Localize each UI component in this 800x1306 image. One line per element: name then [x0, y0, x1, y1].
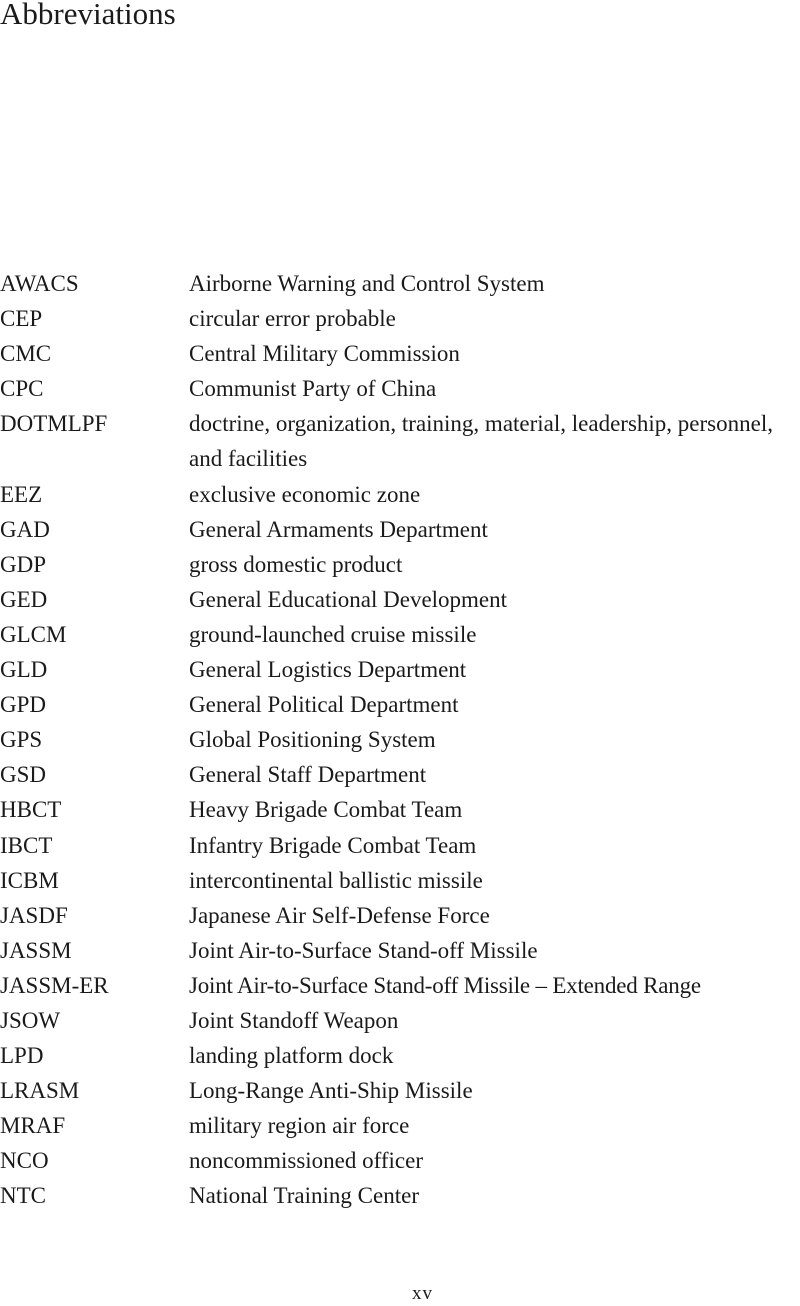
abbreviation-list [0, 266, 800, 1214]
abbreviation-term: JSOW [0, 1007, 61, 1033]
abbreviation-term: JASSM-ER [0, 972, 109, 998]
abbreviation-definition: doctrine, organization, training, material, leadership, personnel, and facilities [189, 411, 773, 472]
abbreviation-definition: Central Military Commission [189, 341, 460, 367]
abbreviation-term: ICBM [0, 867, 59, 893]
abbreviation-term: NCO [0, 1148, 49, 1174]
abbreviation-entry [0, 652, 800, 687]
abbreviation-definition: General Political Department [189, 692, 459, 718]
abbreviation-entry [0, 898, 800, 933]
abbreviation-definition: Communist Party of China [189, 376, 437, 402]
abbreviation-entry [0, 722, 800, 757]
abbreviation-term: GDP [0, 551, 47, 577]
abbreviation-definition: Infantry Brigade Combat Team [189, 832, 477, 858]
abbreviation-entry [0, 336, 800, 371]
abbreviation-term: NTC [0, 1183, 46, 1209]
abbreviation-term: LRASM [0, 1078, 80, 1104]
abbreviation-entry [0, 933, 800, 968]
abbreviation-entry [0, 1143, 800, 1178]
abbreviation-term: CPC [0, 376, 44, 402]
abbreviation-term: LPD [0, 1043, 44, 1069]
abbreviation-definition: Airborne Warning and Control System [189, 271, 545, 296]
abbreviation-term: CMC [0, 341, 52, 367]
abbreviation-definition: General Staff Department [189, 762, 427, 788]
abbreviation-entry [0, 792, 800, 827]
abbreviation-entry [0, 757, 800, 792]
abbreviation-term: MRAF [0, 1113, 66, 1139]
abbreviation-definition: noncommissioned officer [189, 1148, 423, 1174]
abbreviation-definition: Japanese Air Self-Defense Force [189, 902, 490, 928]
abbreviation-definition: General Educational Development [189, 586, 508, 612]
abbreviation-term: GED [0, 586, 48, 612]
abbreviation-entry [0, 512, 800, 547]
abbreviation-entry [0, 1073, 800, 1108]
abbreviation-term: GPS [0, 727, 43, 753]
abbreviation-entry [0, 1178, 800, 1213]
abbreviation-term: GLCM [0, 621, 67, 647]
abbreviation-term: IBCT [0, 832, 53, 858]
abbreviation-term: GAD [0, 516, 50, 542]
abbreviation-term: JASSM [0, 937, 72, 963]
abbreviation-definition: National Training Center [189, 1183, 419, 1209]
abbreviation-definition: circular error probable [189, 306, 396, 332]
abbreviation-entry [0, 863, 800, 898]
abbreviation-definition: General Armaments Department [189, 516, 488, 542]
abbreviation-entry [0, 371, 800, 406]
abbreviation-term: AWACS [0, 271, 79, 296]
abbreviation-term: EEZ [0, 481, 43, 507]
abbreviation-term: DOTMLPF [0, 411, 108, 437]
page-title: Abbreviations [0, 0, 176, 31]
abbreviation-entry [0, 828, 800, 863]
page-number: xv [412, 1283, 433, 1304]
abbreviation-entry [0, 477, 800, 512]
abbreviation-entry [0, 1038, 800, 1073]
abbreviation-definition: Long-Range Anti-Ship Missile [189, 1078, 473, 1104]
abbreviation-definition: military region air force [189, 1113, 410, 1139]
abbreviation-entry [0, 687, 800, 722]
abbreviation-entry [0, 1108, 800, 1143]
abbreviation-definition: Global Positioning System [189, 727, 436, 753]
abbreviation-term: CEP [0, 306, 43, 332]
abbreviation-definition: exclusive economic zone [189, 481, 421, 507]
abbreviation-entry [0, 617, 800, 652]
abbreviation-definition: intercontinental ballistic missile [189, 867, 483, 893]
abbreviation-definition: ground-launched cruise missile [189, 621, 477, 647]
abbreviation-entry [0, 406, 800, 476]
abbreviation-definition: Joint Air-to-Surface Stand-off Missile – Extended Range [189, 972, 701, 998]
abbreviation-term: GSD [0, 762, 47, 788]
abbreviation-definition: Heavy Brigade Combat Team [189, 797, 463, 823]
abbreviation-term: GLD [0, 657, 48, 683]
abbreviation-entry [0, 547, 800, 582]
abbreviation-entry [0, 582, 800, 617]
abbreviation-definition: Joint Standoff Weapon [189, 1007, 399, 1033]
abbreviation-entry [0, 1003, 800, 1038]
abbreviation-term: GPD [0, 692, 47, 718]
abbreviation-entry [0, 301, 800, 336]
abbreviation-entry [0, 266, 800, 301]
abbreviation-definition: General Logistics Department [189, 657, 467, 683]
abbreviation-definition: gross domestic product [189, 551, 403, 577]
abbreviation-entry [0, 968, 800, 1003]
abbreviation-term: HBCT [0, 797, 62, 823]
abbreviation-definition: landing platform dock [189, 1043, 394, 1069]
abbreviation-definition: Joint Air-to-Surface Stand-off Missile [189, 937, 538, 963]
abbreviation-term: JASDF [0, 902, 68, 928]
